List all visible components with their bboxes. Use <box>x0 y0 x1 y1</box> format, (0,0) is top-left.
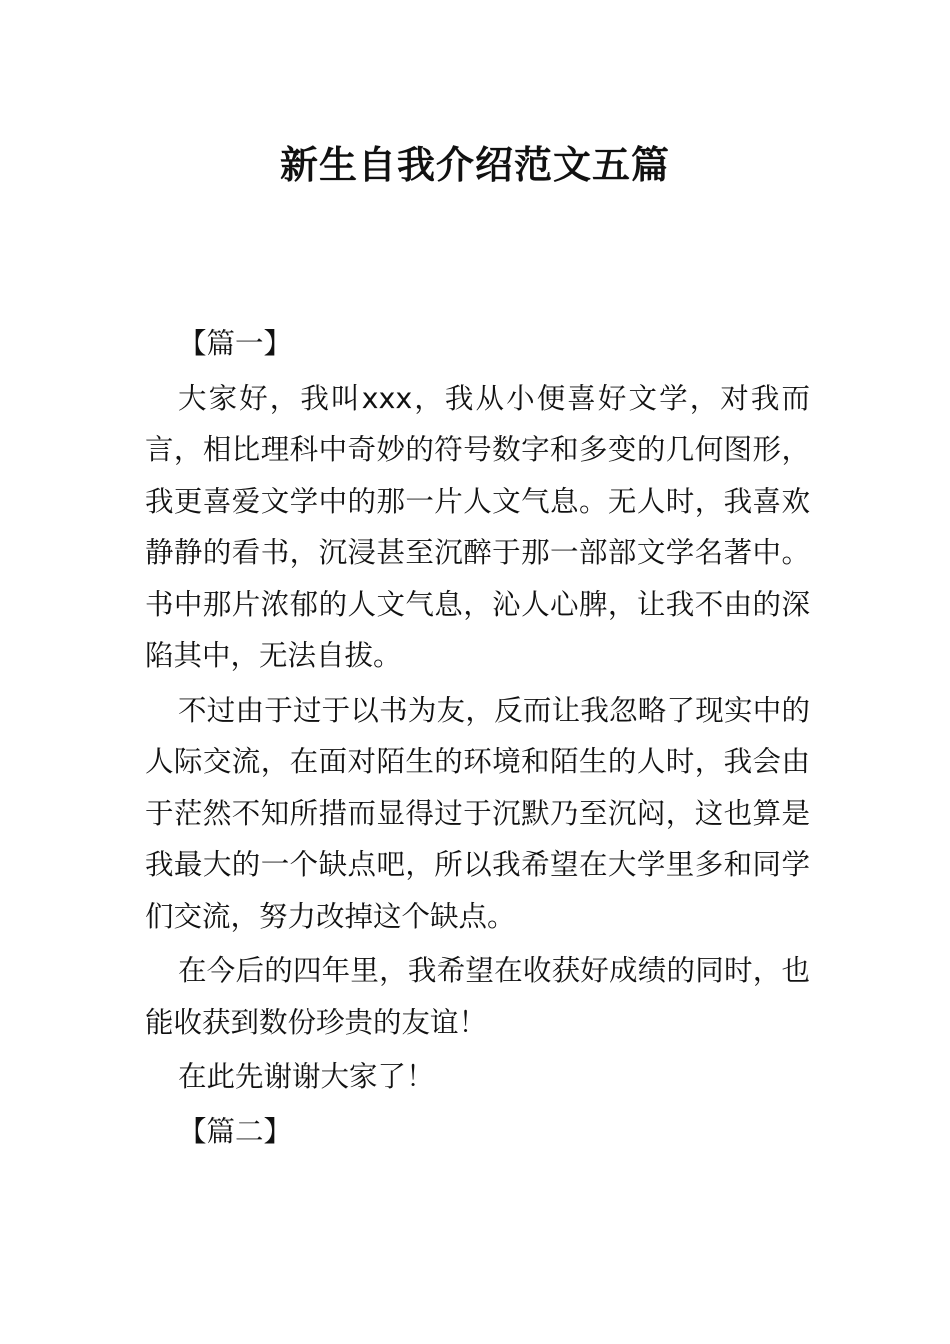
paragraph-1: 大家好，我叫xxx，我从小便喜好文学，对我而言，相比理科中奇妙的符号数字和多变的几何图形，我更喜爱文学中的那一片人文气息。无人时，我喜欢静静的看书，沉浸甚至沉醉于那一部部文学名著中。书中那片浓郁的人文气息，沁人心脾，让我不由的深陷其中，无法自拔。 <box>145 381 810 672</box>
paragraph-2: 不过由于过于以书为友，反而让我忽略了现实中的人际交流，在面对陌生的环境和陌生的人时，我会由于茫然不知所措而显得过于沉默乃至沉闷，这也算是我最大的一个缺点吧，所以我希望在大学里多和同学们交流，努力改掉这个缺点。 <box>145 693 810 933</box>
document-title: 新生自我介绍范文五篇 <box>279 143 670 187</box>
paragraph-3: 在今后的四年里，我希望在收获好成绩的同时，也能收获到数份珍贵的友谊！ <box>145 954 810 1039</box>
paragraph-4: 在此先谢谢大家了！ <box>178 1060 435 1093</box>
document-body <box>145 318 810 1157</box>
section-heading-2: 【篇二】 <box>178 1114 293 1148</box>
section-heading-1: 【篇一】 <box>178 327 293 360</box>
